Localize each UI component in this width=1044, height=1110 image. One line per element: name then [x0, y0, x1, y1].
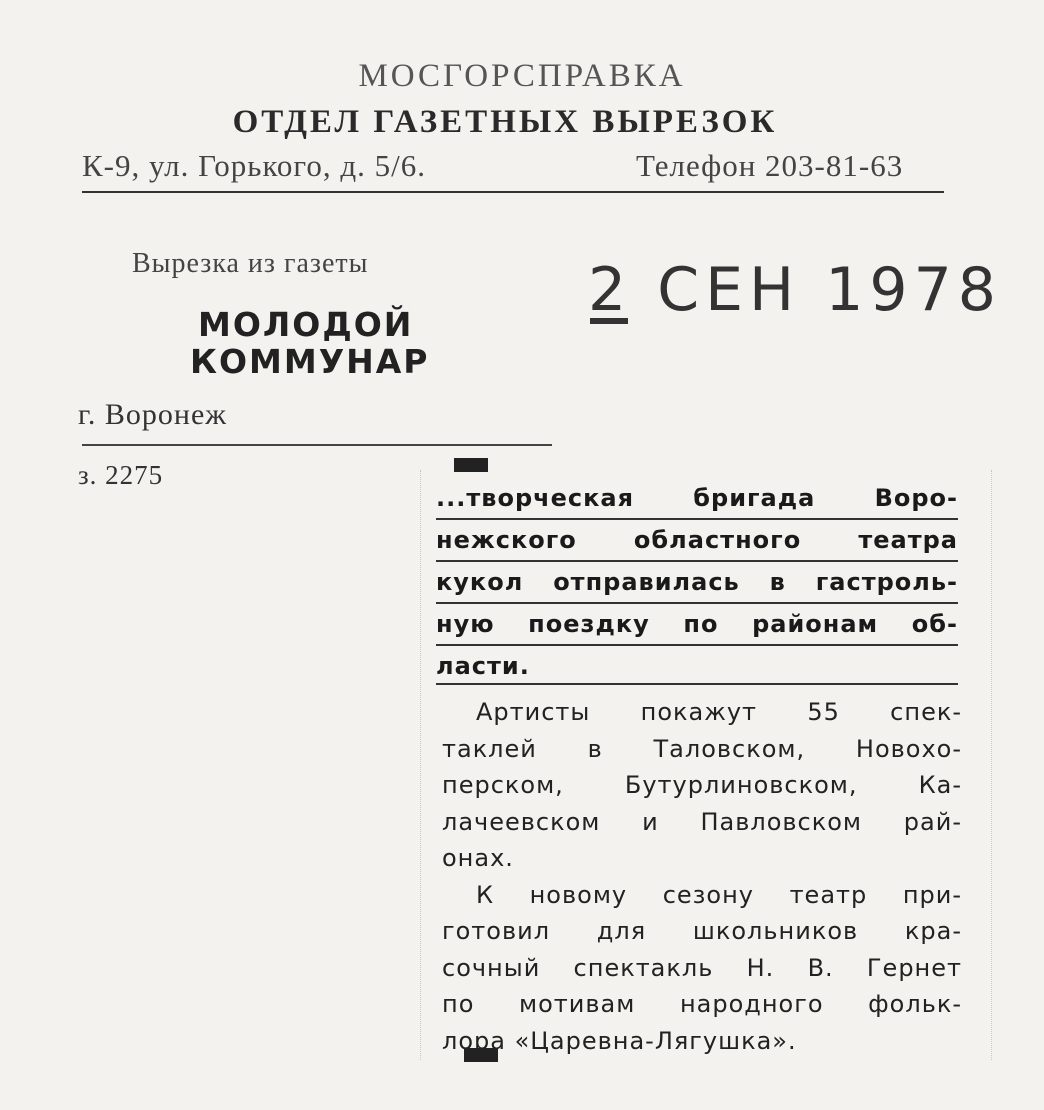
newspaper-name-line1: МОЛОДОЙ	[198, 305, 414, 344]
body-line: сочный спектакль Н. В. Гернет	[442, 953, 962, 982]
lead-line: кукол отправилась в гастроль-	[436, 562, 958, 604]
article-body	[442, 694, 962, 1059]
body-line: лора «Царевна-Лягушка».	[442, 1026, 797, 1055]
clip-top-marker	[454, 458, 488, 472]
lead-line: ласти.	[436, 652, 530, 680]
body-line: перском, Бутурлиновском, Ка-	[442, 771, 962, 799]
order-number: з. 2275	[78, 460, 164, 490]
department-title: ОТДЕЛ ГАЗЕТНЫХ ВЫРЕЗОК	[232, 104, 778, 140]
clipping-label: Вырезка из газеты	[132, 248, 369, 279]
agency-address: К-9, ул. Горького, д. 5/6.	[82, 148, 427, 183]
body-line: таклей в Таловском, Новохо-	[442, 734, 962, 763]
newspaper-city: г. Воронеж	[78, 398, 228, 431]
body-line: К новому сезону театр при-	[476, 880, 962, 909]
lead-line: нежского областного театра	[436, 520, 958, 562]
header-divider	[82, 191, 944, 193]
body-line: Артисты покажут 55 спек-	[476, 698, 962, 726]
article-lead	[436, 478, 958, 686]
date-stamp: 2 СЕН 1978	[588, 255, 1002, 325]
info-divider	[82, 444, 552, 446]
body-line: по мотивам народного фольк-	[442, 990, 962, 1018]
body-line: лачеевском и Павловском рай-	[442, 807, 962, 836]
newspaper-name-line2: КОММУНАР	[190, 342, 430, 381]
body-line: готовил для школьников кра-	[442, 917, 962, 945]
lead-line: ную поездку по районам об-	[436, 604, 958, 646]
body-line: онах.	[442, 844, 514, 872]
lead-line: ...творческая бригада Воро-	[436, 478, 958, 520]
lead-divider	[436, 683, 958, 685]
agency-title: МОСГОРСПРАВКА	[358, 58, 686, 94]
agency-phone: Телефон 203-81-63	[636, 148, 904, 183]
